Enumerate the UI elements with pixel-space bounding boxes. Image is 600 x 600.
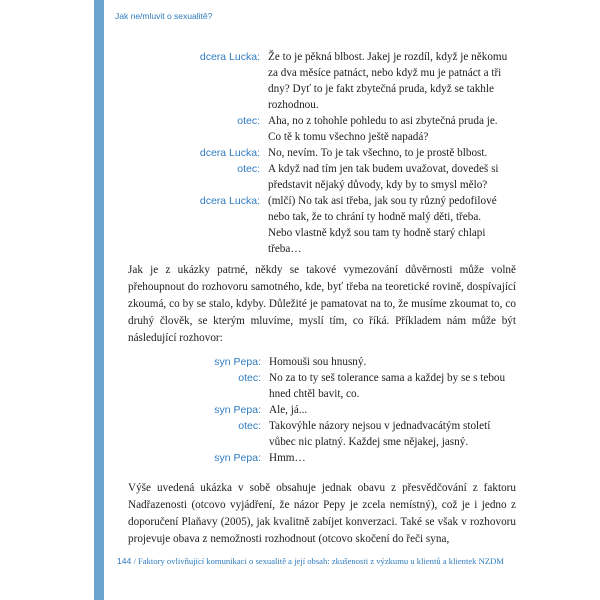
dialog-turn bbox=[128, 418, 518, 450]
utterance-text: (mlčí) No tak asi třeba, jak sou ty různý pedofilové nebo tak, že to chrání ty hodně malý děti, třeba. Nebo vlastně když sou tam ty hodně starý chlapi třeba… bbox=[268, 195, 497, 255]
dialog-excerpt-1 bbox=[128, 49, 518, 257]
speaker-label: dcera Lucka: bbox=[199, 147, 260, 159]
utterance-text: Ale, já... bbox=[269, 404, 308, 416]
utterance-text: No za to ty seš tolerance sama a každej by se s tebou hned chtěl bavit, co. bbox=[269, 372, 506, 400]
running-head: Jak ne/mluvit o sexualitě? bbox=[115, 11, 213, 21]
dialog-turn bbox=[128, 450, 518, 466]
utterance-text: No, nevím. To je tak všechno, to je prostě blbost. bbox=[268, 147, 488, 159]
page-margin bbox=[0, 0, 94, 600]
page-footer bbox=[117, 556, 517, 566]
footer-separator: / bbox=[131, 556, 139, 566]
utterance-text: Aha, no z tohohle pohledu to asi zbytečná pruda je. Co tě k tomu všechno ještě napadá? bbox=[268, 115, 498, 143]
dialog-turn bbox=[128, 49, 518, 113]
body-paragraph: Výše uvedená ukázka v sobě obsahuje jednak obavu z přesvědčování z faktoru Nadřazenosti (otcovo vyjádření, že názor Pepy je zcela nemístný), což je i jedno z doporučení Plaňavy (2005), jak kvalitně zabíjet konverzaci. Také se však v rozhovoru projevuje obava z nemožnosti rozhodnout (otcovo skočení do řeči syna, bbox=[128, 482, 516, 545]
speaker-label: dcera Lucka: bbox=[199, 51, 260, 63]
utterance-text: Hmm… bbox=[269, 452, 306, 464]
utterance-text: A když nad tím jen tak budem uvažovat, dovedeš si představit nějaký důvody, kdy by to smysl mělo? bbox=[268, 163, 499, 191]
dialog-turn bbox=[128, 113, 518, 145]
footer-chapter-title: Faktory ovlivňující komunikaci o sexualitě a její obsah: zkušenosti z výzkumu u klientů a klientek NZDM bbox=[138, 556, 504, 566]
dialog-excerpt-2 bbox=[128, 354, 518, 466]
utterance-text: Že to je pěkná blbost. Jakej je rozdíl, když je někomu za dva měsíce patnáct, nebo když mu je patnáct a tři dny? Dyť to je fakt zbytečná pruda, když se takhle rozhodnou. bbox=[268, 51, 508, 111]
utterance-text: Homouši sou hnusný. bbox=[269, 356, 367, 368]
speaker-label: dcera Lucka: bbox=[199, 195, 260, 207]
speaker-label: syn Pepa: bbox=[214, 356, 261, 368]
dialog-turn bbox=[128, 402, 518, 418]
dialog-turn bbox=[128, 370, 518, 402]
dialog-turn bbox=[128, 145, 518, 161]
page-number: 144 bbox=[117, 556, 132, 566]
utterance-text: Takovýhle názory nejsou v jednadvacátým století vůbec nic platný. Každej sme nějakej, jasný. bbox=[269, 420, 491, 448]
speaker-label: otec: bbox=[237, 163, 260, 175]
dialog-turn bbox=[128, 193, 518, 257]
book-spine-stripe bbox=[94, 0, 104, 600]
body-paragraph: Jak je z ukázky patrné, někdy se takové vymezování důvěrnosti může volně přehoupnout do rozhovoru samotného, kde, byť třeba na teoretické rovině, dospívající zkoumá, co by se stalo, kdyby. Důležité je pamatovat na to, že musíme zkoumat to, co druhý člověk, se kterým mluvíme, myslí tím, co říká. Příkladem nám může být následující rozhovor: bbox=[128, 264, 516, 344]
speaker-label: otec: bbox=[238, 372, 261, 384]
dialog-turn bbox=[128, 161, 518, 193]
speaker-label: otec: bbox=[238, 420, 261, 432]
speaker-label: otec: bbox=[237, 115, 260, 127]
dialog-turn bbox=[128, 354, 518, 370]
speaker-label: syn Pepa: bbox=[214, 452, 261, 464]
speaker-label: syn Pepa: bbox=[214, 404, 261, 416]
